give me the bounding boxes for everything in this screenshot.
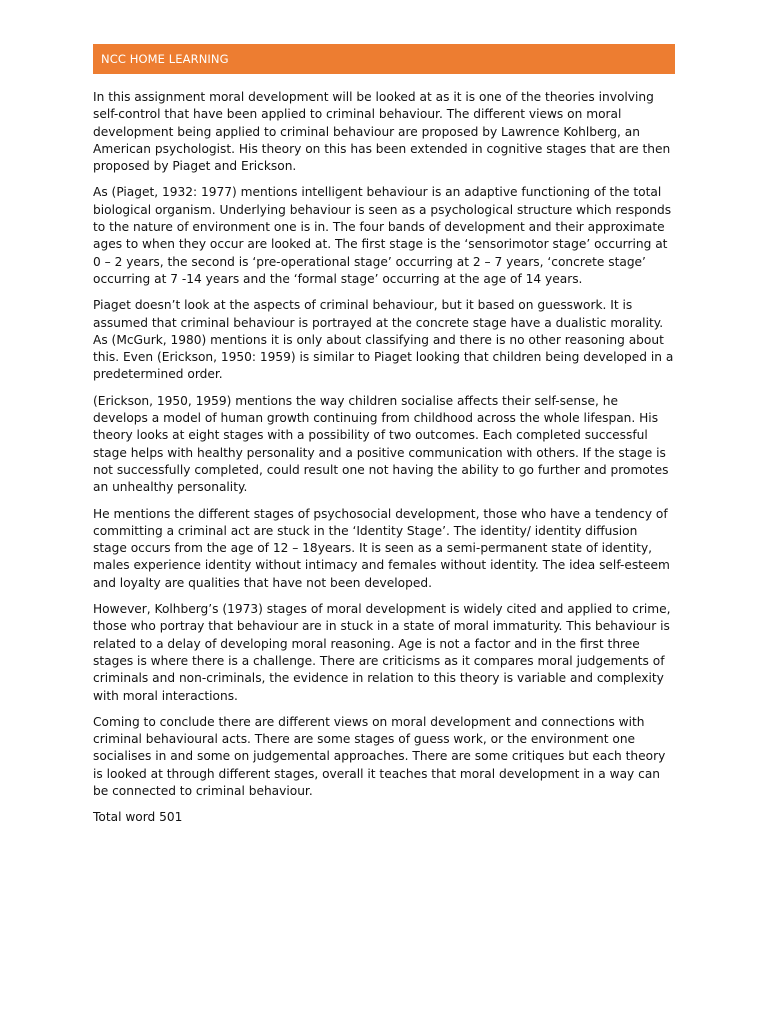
document-body (93, 89, 675, 836)
paragraph-intro: In this assignment moral development will be looked at as it is one of the theories involving self-control that have been applied to criminal behaviour. The different views on moral development being applied to criminal behaviour are proposed by Lawrence Kohlberg, an American psychologist. His theory on this has been extended in cognitive stages that are then proposed by Piaget and Erickson. (93, 90, 671, 174)
paragraph-psychosocial: He mentions the different stages of psychosocial development, those who have a tendency of committing a criminal act are stuck in the ‘Identity Stage’. The identity/ identity diffusion stage occurs from the age of 12 – 18years. It is seen as a semi-permanent state of identity, males experience identity without intimacy and females without identity. The idea self-esteem and loyalty are qualities that have not been developed. (93, 506, 670, 590)
word-count: Total word 501 (93, 810, 183, 825)
header-banner (93, 44, 675, 74)
header-title: NCC HOME LEARNING (101, 52, 229, 66)
paragraph-piaget-criminal: Piaget doesn’t look at the aspects of criminal behaviour, but it based on guesswork. It is assumed that criminal behaviour is portrayed at the concrete stage have a dualistic morality. As (McGurk, 1980) mentions it is only about classifying and there is no other reasoning about this. Even (Erickson, 1950: 1959) is similar to Piaget looking that children being developed in a predetermined order. (93, 298, 674, 382)
paragraph-kohlberg: However, Kolhberg’s (1973) stages of moral development is widely cited and applied to crime, those who portray that behaviour are in stuck in a state of moral immaturity. This behaviour is related to a delay of developing moral reasoning. Age is not a factor and in the first three stages is where there is a challenge. There are criticisms as it compares moral judgements of criminals and non-criminals, the evidence in relation to this theory is variable and complexity with moral interactions. (93, 602, 671, 703)
paragraph-conclusion: Coming to conclude there are different views on moral development and connections with criminal behavioural acts. There are some stages of guess work, or the environment one socialises in and some on judgemental approaches. There are some critiques but each theory is looked at through different stages, overall it teaches that moral development in a way can be connected to criminal behaviour. (93, 714, 666, 798)
paragraph-erickson: (Erickson, 1950, 1959) mentions the way children socialise affects their self-sense, he develops a model of human growth continuing from childhood across the whole lifespan. His theory looks at eight stages with a possibility of two outcomes. Each completed successful stage helps with healthy personality and a positive communication with others. If the stage is not successfully completed, could result one not having the ability to go further and promotes an unhealthy personality. (93, 393, 669, 495)
paragraph-piaget-stages: As (Piaget, 1932: 1977) mentions intelligent behaviour is an adaptive functioning of the total biological organism. Underlying behaviour is seen as a psychological structure which responds to the nature of environment one is in. The four bands of development and their approximate ages to when they occur are looked at. The first stage is the ‘sensorimotor stage’ occurring at 0 – 2 years, the second is ‘pre-operational stage’ occurring at 2 – 7 years, ‘concrete stage’ occurring at 7 -14 years and the ‘formal stage’ occurring at the age of 14 years. (93, 185, 672, 286)
